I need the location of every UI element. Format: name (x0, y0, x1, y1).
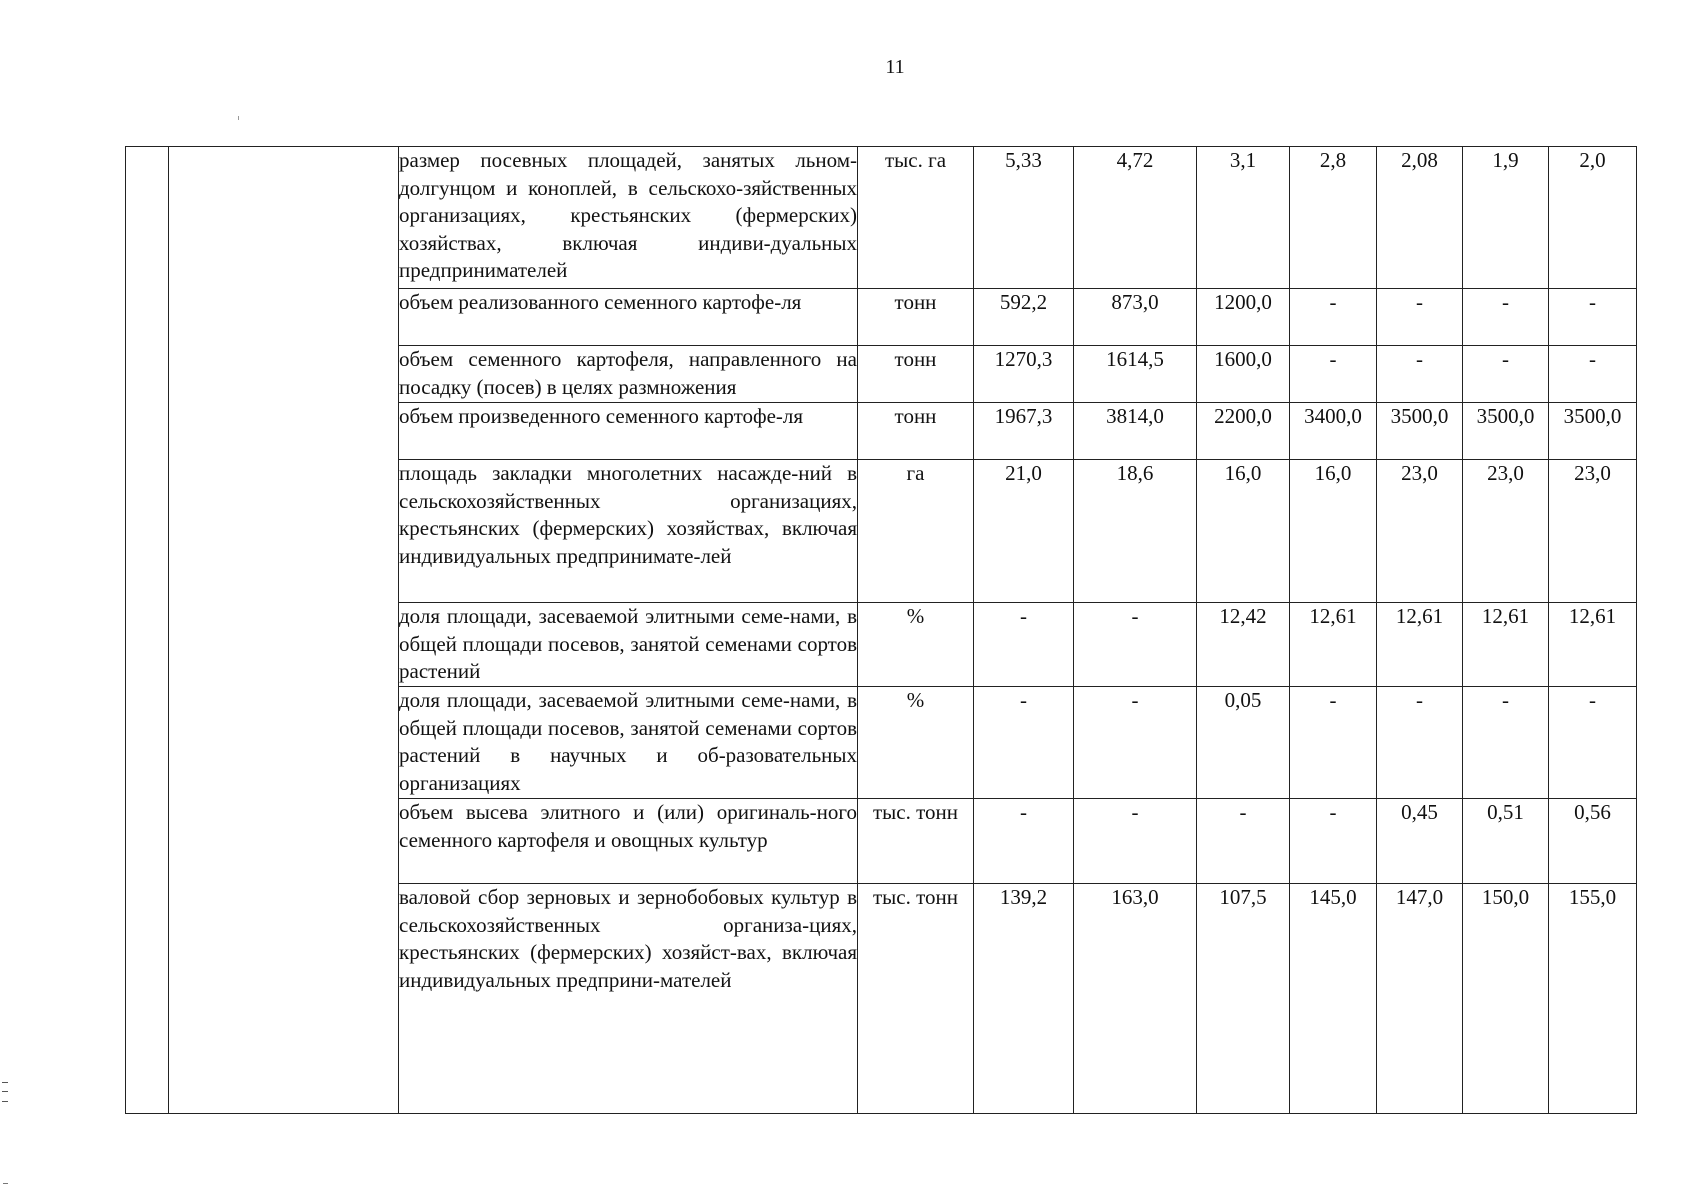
value-cell: - (1377, 687, 1463, 799)
value-cell: 23,0 (1377, 460, 1463, 603)
value-cell: - (974, 799, 1074, 884)
value-cell: 12,61 (1549, 603, 1637, 687)
value-cell: 12,61 (1463, 603, 1549, 687)
value-cell: - (1463, 687, 1549, 799)
value-cell: - (1074, 687, 1197, 799)
value-cell: 1967,3 (974, 403, 1074, 460)
value-cell: 145,0 (1290, 884, 1377, 1114)
unit-cell: % (858, 603, 974, 687)
value-cell: 3400,0 (1290, 403, 1377, 460)
value-cell: 4,72 (1074, 147, 1197, 289)
unit-cell: га (858, 460, 974, 603)
value-cell: 21,0 (974, 460, 1074, 603)
value-cell: 107,5 (1197, 884, 1290, 1114)
value-cell: - (1549, 687, 1637, 799)
value-cell: 0,56 (1549, 799, 1637, 884)
value-cell: - (1290, 289, 1377, 346)
value-cell: - (1290, 799, 1377, 884)
value-cell: 0,05 (1197, 687, 1290, 799)
value-cell: 16,0 (1197, 460, 1290, 603)
value-cell: - (1549, 289, 1637, 346)
unit-cell: тыс. тонн (858, 799, 974, 884)
value-cell: 1200,0 (1197, 289, 1290, 346)
value-cell: 3500,0 (1377, 403, 1463, 460)
value-cell: - (974, 603, 1074, 687)
indicator-cell: объем высева элитного и (или) оригиналь-ного семенного картофеля и овощных культур (399, 799, 858, 884)
value-cell: - (1290, 346, 1377, 403)
indicator-cell: объем реализованного семенного картофе-ля (399, 289, 858, 346)
value-cell: - (1290, 687, 1377, 799)
value-cell: 12,61 (1377, 603, 1463, 687)
value-cell: 147,0 (1377, 884, 1463, 1114)
value-cell: 2200,0 (1197, 403, 1290, 460)
unit-cell: тонн (858, 403, 974, 460)
unit-cell: тыс. га (858, 147, 974, 289)
value-cell: 3500,0 (1463, 403, 1549, 460)
value-cell: 3500,0 (1549, 403, 1637, 460)
indicators-table (125, 146, 1637, 1114)
indicator-cell: объем семенного картофеля, направленного на посадку (посев) в целях размножения (399, 346, 858, 403)
value-cell: - (974, 687, 1074, 799)
value-cell: 2,8 (1290, 147, 1377, 289)
unit-cell: тонн (858, 346, 974, 403)
value-cell: - (1074, 603, 1197, 687)
unit-cell: тонн (858, 289, 974, 346)
value-cell: 3,1 (1197, 147, 1290, 289)
value-cell: 592,2 (974, 289, 1074, 346)
table-row (126, 147, 1637, 289)
margin-dash (3, 1183, 8, 1184)
value-cell: 0,51 (1463, 799, 1549, 884)
name-column (169, 147, 399, 1114)
value-cell: 873,0 (1074, 289, 1197, 346)
value-cell: 163,0 (1074, 884, 1197, 1114)
indicator-cell: объем произведенного семенного картофе-ля (399, 403, 858, 460)
value-cell: 23,0 (1463, 460, 1549, 603)
value-cell: 2,0 (1549, 147, 1637, 289)
value-cell: - (1549, 346, 1637, 403)
value-cell: 0,45 (1377, 799, 1463, 884)
value-cell: - (1197, 799, 1290, 884)
indicator-cell: размер посевных площадей, занятых льном-долгунцом и коноплей, в сельскохо-зяйственных организациях, крестьянских (фермерских) хозяйствах, включая индиви-дуальных предпринимателей (399, 147, 858, 289)
value-cell: 1600,0 (1197, 346, 1290, 403)
value-cell: 139,2 (974, 884, 1074, 1114)
value-cell: 155,0 (1549, 884, 1637, 1114)
indicator-cell: площадь закладки многолетних насажде-ний в сельскохозяйственных организациях, крестьянских (фермерских) хозяйствах, включая индивидуальных предпринимате-лей (399, 460, 858, 603)
value-cell: 12,42 (1197, 603, 1290, 687)
value-cell: - (1377, 289, 1463, 346)
unit-cell: % (858, 687, 974, 799)
value-cell: 1270,3 (974, 346, 1074, 403)
value-cell: 5,33 (974, 147, 1074, 289)
value-cell: 12,61 (1290, 603, 1377, 687)
indicator-cell: валовой сбор зерновых и зернобобовых культур в сельскохозяйственных организа-циях, крестьянских (фермерских) хозяйст-вах, включая индивидуальных предприни-мателей (399, 884, 858, 1114)
value-cell: - (1074, 799, 1197, 884)
value-cell: 1614,5 (1074, 346, 1197, 403)
page-number: 11 (885, 56, 905, 78)
value-cell: 3814,0 (1074, 403, 1197, 460)
number-column (126, 147, 169, 1114)
indicator-cell: доля площади, засеваемой элитными семе-нами, в общей площади посевов, занятой семенами сортов растений в научных и об-разовательных организациях (399, 687, 858, 799)
value-cell: 150,0 (1463, 884, 1549, 1114)
value-cell: 18,6 (1074, 460, 1197, 603)
margin-mark (2, 1082, 8, 1102)
value-cell: - (1463, 346, 1549, 403)
value-cell: - (1463, 289, 1549, 346)
value-cell: 2,08 (1377, 147, 1463, 289)
unit-cell: тыс. тонн (858, 884, 974, 1114)
scan-artifact (238, 116, 239, 120)
value-cell: 23,0 (1549, 460, 1637, 603)
value-cell: 16,0 (1290, 460, 1377, 603)
indicator-cell: доля площади, засеваемой элитными семе-нами, в общей площади посевов, занятой семенами сортов растений (399, 603, 858, 687)
value-cell: - (1377, 346, 1463, 403)
value-cell: 1,9 (1463, 147, 1549, 289)
